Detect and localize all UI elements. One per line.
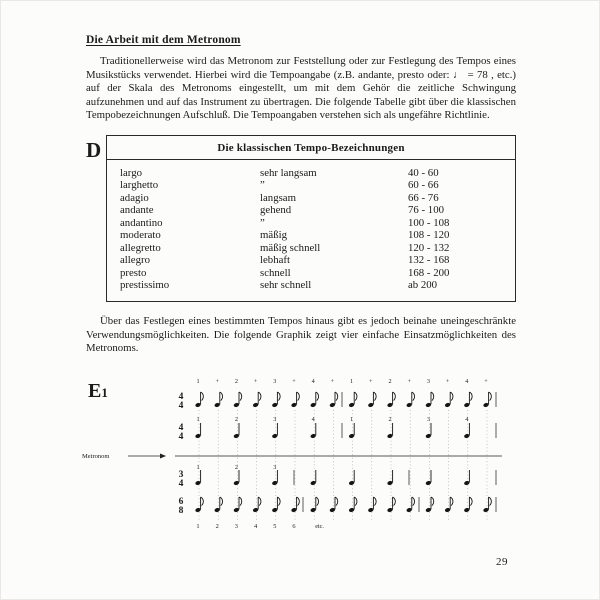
page-title: Die Arbeit mit dem Metronom — [86, 34, 241, 46]
count-label: + — [215, 377, 219, 385]
table-cell-name: largo — [120, 166, 142, 179]
table-cell-name: larghetto — [120, 179, 159, 192]
count-label: 4 — [465, 415, 469, 423]
table-cell-desc: gehend — [260, 204, 292, 217]
count-label: 1 — [350, 377, 354, 385]
count-label: 3 — [273, 415, 277, 423]
table-cell-range: 132 - 168 — [408, 254, 450, 267]
table-cell-range: 108 - 120 — [408, 229, 450, 242]
count-label: 5 — [273, 522, 277, 530]
count-label: + — [407, 377, 411, 385]
table-row — [107, 179, 515, 192]
table-cell-name: moderato — [120, 229, 161, 242]
tempo-table-title: Die klassischen Tempo-Bezeichnungen — [107, 136, 515, 160]
metronom-arrow — [160, 453, 166, 458]
table-cell-range: 168 - 200 — [408, 266, 450, 279]
time-signature-numerator: 3 — [178, 469, 184, 480]
count-label: 3 — [426, 415, 430, 423]
count-label: 2 — [234, 463, 238, 471]
table-row — [107, 242, 515, 255]
page-number: 29 — [496, 556, 508, 568]
table-row — [107, 192, 515, 205]
count-label: 4 — [465, 377, 469, 385]
tempo-table — [106, 135, 516, 302]
table-cell-range: 40 - 60 — [408, 166, 439, 179]
count-label: 6 — [292, 522, 296, 530]
count-label: 1 — [350, 415, 354, 423]
count-label: 2 — [388, 415, 392, 423]
count-label: + — [484, 377, 488, 385]
section-d — [86, 135, 516, 302]
count-label: 2 — [234, 377, 238, 385]
count-label: + — [292, 377, 296, 385]
table-cell-range: 60 - 66 — [408, 179, 439, 192]
time-signature-denominator: 4 — [178, 478, 184, 489]
table-row — [107, 204, 515, 217]
count-label: 1 — [196, 415, 200, 423]
table-cell-name: allegretto — [120, 241, 161, 254]
table-row — [107, 254, 515, 267]
intro-paragraph: Traditionellerweise wird das Metronom zur Feststellung oder zur Festlegung des Tempos eines Musikstücks verwendet. Hierbei wird die Tempoangabe (z.B. andante, presto oder: ♩ = 78 , etc.) auf der Skala des Metronoms eingestellt, um mit dem Gehör die zeitliche Schwingung aufzunehmen und auf das Instrument zu übertragen. Die folgende Tabelle gibt über die klassischen Tempobezeichnungen Aufschluß. Die Tempoangaben verstehen sich als ungefähre Richtlinie. — [86, 55, 516, 122]
count-label: 1 — [196, 377, 200, 385]
time-signature-numerator: 6 — [178, 496, 184, 507]
middle-paragraph: Über das Festlegen eines bestimmten Tempos hinaus gibt es jedoch beinahe uneingeschränkte Verwendungsmöglichkeiten. Die folgende Graphik zeigt vier einfache Einsatzmöglichkeiten des Metronoms. — [86, 314, 516, 355]
table-cell-desc: sehr schnell — [260, 279, 312, 292]
table-cell-name: andante — [120, 204, 154, 217]
table-cell-desc: ” — [260, 179, 265, 192]
time-signature-denominator: 8 — [178, 505, 184, 516]
table-cell-name: prestissimo — [120, 279, 170, 292]
table-cell-range: 100 - 108 — [408, 216, 450, 229]
count-label: 3 — [273, 377, 277, 385]
section-e-subscript: 1 — [101, 384, 108, 400]
count-label: 2 — [215, 522, 219, 530]
table-cell-desc: mäßig schnell — [260, 241, 321, 254]
table-cell-desc: langsam — [260, 191, 296, 204]
table-cell-desc: schnell — [260, 266, 291, 279]
count-label: 1 — [196, 463, 200, 471]
table-cell-desc: mäßig — [260, 229, 287, 242]
table-row — [107, 217, 515, 230]
section-d-label: D — [86, 137, 102, 162]
table-cell-range: ab 200 — [408, 279, 438, 292]
section-e-letter: E — [88, 379, 102, 402]
count-label: 2 — [388, 377, 392, 385]
count-label: 1 — [196, 522, 200, 530]
table-row — [107, 167, 515, 180]
count-label: 3 — [273, 463, 277, 471]
time-signature-denominator: 4 — [178, 400, 184, 411]
count-label: 4 — [311, 377, 315, 385]
table-row — [107, 229, 515, 242]
table-cell-name: andantino — [120, 216, 163, 229]
count-label: 3 — [426, 377, 430, 385]
count-label: + — [253, 377, 258, 385]
page-content — [82, 30, 516, 558]
count-label: 3 — [234, 522, 239, 530]
metronom-label: Metronom — [82, 452, 110, 460]
table-cell-name: allegro — [120, 254, 150, 267]
table-row — [107, 267, 515, 280]
section-e — [82, 370, 516, 558]
tempo-table-body — [107, 160, 515, 301]
table-cell-range: 66 - 76 — [408, 191, 439, 204]
table-cell-desc: ” — [260, 216, 265, 229]
table-cell-range: 120 - 132 — [408, 241, 450, 254]
table-cell-name: presto — [120, 266, 147, 279]
count-label: 4 — [311, 415, 315, 423]
time-signature-numerator: 4 — [178, 391, 184, 402]
etc-label: etc. — [315, 522, 324, 530]
time-signature-numerator: 4 — [178, 422, 184, 433]
table-cell-desc: sehr langsam — [260, 166, 317, 179]
time-signature-denominator: 4 — [178, 431, 184, 442]
table-cell-range: 76 - 100 — [408, 204, 444, 217]
table-cell-desc: lebhaft — [260, 254, 290, 267]
metronome-notation-diagram — [80, 370, 520, 556]
count-label: + — [330, 377, 335, 385]
table-row — [107, 279, 515, 292]
count-label: + — [369, 377, 373, 385]
count-label: 2 — [234, 415, 238, 423]
count-label: + — [445, 377, 450, 385]
count-label: 4 — [253, 522, 258, 530]
table-cell-name: adagio — [120, 191, 149, 204]
